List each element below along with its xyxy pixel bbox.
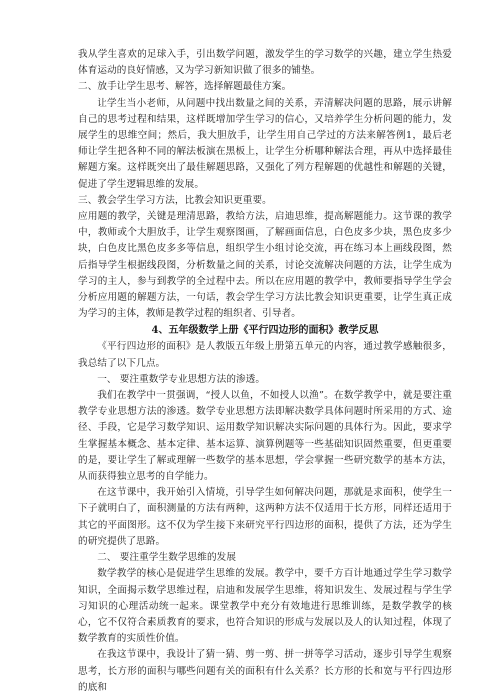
point-one-example: 在这节课中，我开始引入情境，引导学生如何解决问题，那就是求面积，使学生一下子就明白了，面积测量的方法有两种，这两种方法不仅适用于长方形，同样还适用于其它的平面图形。这不仅为学生接下来研究平行四边形的面积，提供了方法，还为学生的研究提供了思路。 — [78, 487, 452, 547]
point-two-title: 二、 要注重学生数学思维的发展 — [97, 552, 237, 564]
point-two-example: 在我这节课中，我设计了猜一猜、剪一剪、拼一拼等学习活动，逐步引导学生观察思考，长方形的面积与哪些问题有关的面积有什么关系？长方形的长和宽与平行四边形的底和 — [78, 649, 452, 693]
reflection-intro: 《平行四边形的面积》是人教版五年级上册第五单元的内容，通过教学感触很多，我总结了以下几点。 — [78, 341, 452, 369]
reflection-heading: 4、五年级数学上册《平行四边形的面积》教学反思 — [151, 325, 379, 337]
section-three-title: 三、教会学生学习方法，比教会知识更重要。 — [78, 194, 272, 206]
section-two-body: 让学生当小老师，从问题中找出数量之间的关系，弄清解决问题的思路，展示讲解自己的思考过程和结果，这样既增加学生学习的信心，又培养学生分析问题的能力，发展学生的思维空间；然后，我大胆放手，让学生用自己学过的方法来解答例1，最后老师让学生把各种不同的解法板演在黑板上，让学生分析哪种解法合理，再从中选择最佳解题方案。这样既突出了最佳解题思路，又强化了列方程解题的优越性和解题的关键，促进了学生逻辑思维的发展。 — [78, 97, 452, 190]
section-two-title: 二、放手让学生思考、解答，选择解题最佳方案。 — [78, 81, 292, 93]
point-two-body: 数学教学的核心是促进学生思维的发展。教学中，要千方百计地通过学生学习数学知识，全面揭示数学思维过程，启迪和发展学生思维，将知识发生、发展过程与学生学习知识的心理活动统一起来。课堂教学中充分有效地进行思维训练，是数学教学的核心，它不仅符合素质教育的要求，也符合知识的形成与发展以及人的认知过程，体现了数学教育的实质性价值。 — [78, 568, 452, 645]
point-one-title: 一、 要注重数学专业思想方法的渗透。 — [97, 373, 266, 385]
intro-paragraph: 我从学生喜欢的足球入手，引出数学问题，激发学生的学习数学的兴趣，建立学生热爱体育运动的良好情感，又为学习新知识做了很多的铺垫。 — [78, 49, 452, 77]
point-one-body: 我们在教学中一贯强调，“授人以鱼，不如授人以渔”。在数学教学中，就是要注重教学专业思想方法的渗透。数学专业思想方法即解决数学具体问题时所采用的方式、途径、手段，它是学习数学知识、运用数学知识解决实际问题的具体行为。因此，要求学生掌握基本概念、基本定律、基本运算、演算例题等一些基础知识固然重要，但更重要的是，要让学生了解或理解一些数学的基本思想，学会掌握一些研究数学的基本方法，从而获得独立思考的自学能力。 — [78, 390, 452, 483]
section-three-body: 应用题的教学，关键是理清思路，教给方法，启迪思维，提高解题能力。这节课的教学中，教师或个大胆放手，让学生观察图画，了解画面信息，白色皮多少块，黑色皮多少块，白色皮比黑色皮多多等信息，组织学生小组讨论交流，再在练习本上画线段图，然后指导学生根据线段图，分析数量之间的关系，讨论交流解决问题的方法，让学生成为学习的主人，参与到教学的全过程中去。所以在应用题的教学中，教师要指导学生学会分析应用题的解题方法，一句话，教会学生学习方法比教会知识更重要，让学生真正成为学习的主体，教师是教学过程的组织者、引导者。 — [78, 211, 452, 320]
